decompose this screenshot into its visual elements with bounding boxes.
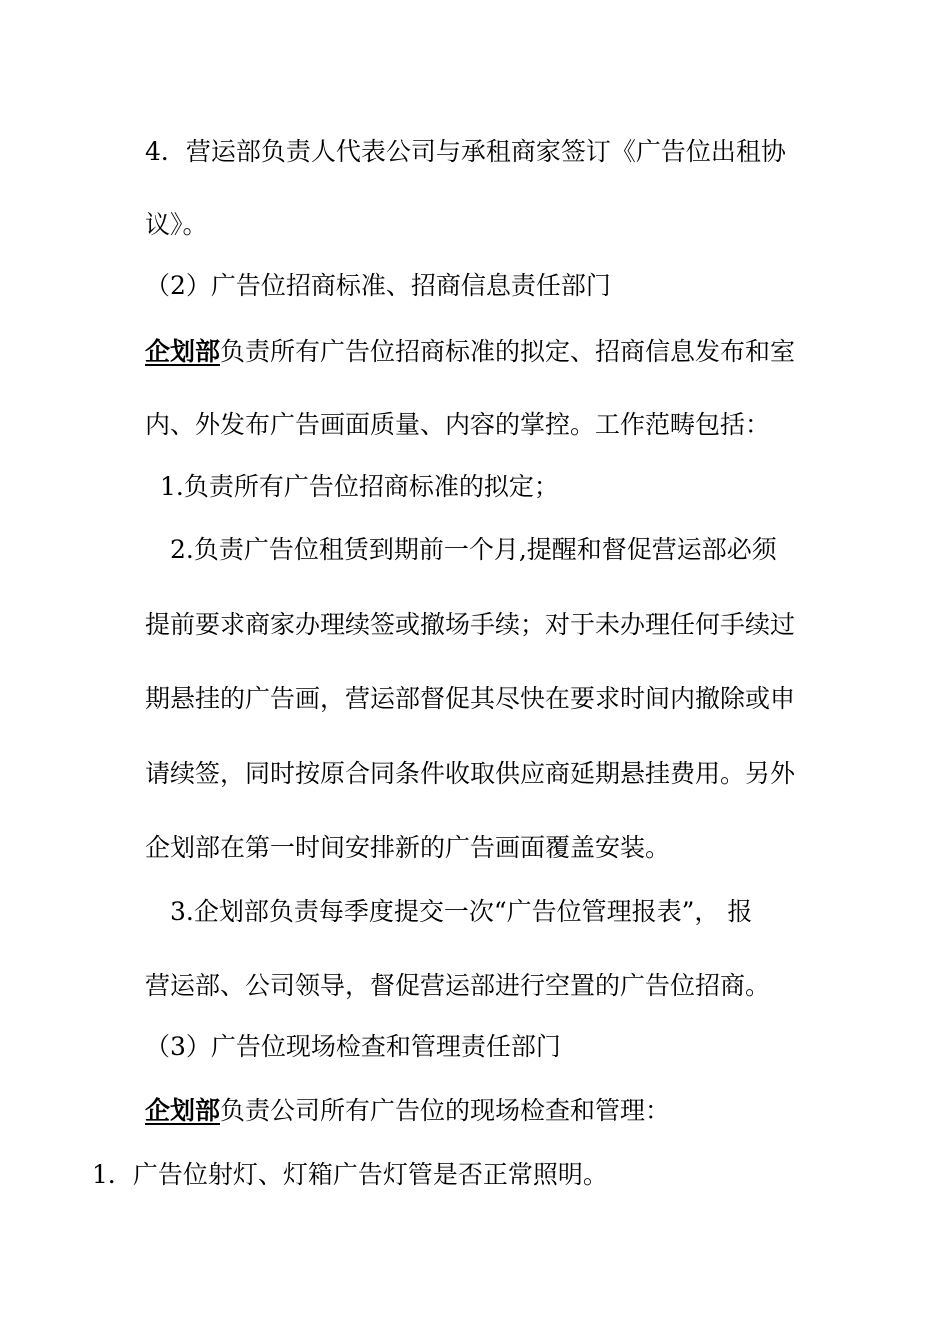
paragraph-line: 内、外发布广告画面质量、内容的掌控。工作范畴包括： xyxy=(145,410,771,439)
section-heading: （3）广告位现场检查和管理责任部门 xyxy=(145,1032,561,1061)
paragraph-text: 负责所有广告位招商标准的拟定、招商信息发布和室 xyxy=(220,337,796,366)
list-item: 1．广告位射灯、灯箱广告灯管是否正常照明。 xyxy=(92,1160,608,1189)
paragraph-line: 企划部在第一时间安排新的广告画面覆盖安装。 xyxy=(145,833,671,862)
paragraph-line: 请续签，同时按原合同条件收取供应商延期悬挂费用。另外 xyxy=(145,759,796,788)
department-name: 企划部 xyxy=(145,1096,221,1125)
paragraph-text: 负责公司所有广告位的现场检查和管理： xyxy=(220,1096,671,1125)
paragraph-line: 期悬挂的广告画，营运部督促其尽快在要求时间内撤除或申 xyxy=(145,684,796,713)
paragraph-line: 4．营运部负责人代表公司与承租商家签订《广告位出租协 xyxy=(145,137,786,166)
paragraph-line: 提前要求商家办理续签或撤场手续；对于未办理任何手续过 xyxy=(145,610,796,639)
section-heading: （2）广告位招商标准、招商信息责任部门 xyxy=(145,271,611,300)
paragraph-line: 营运部、公司领导，督促营运部进行空置的广告位招商。 xyxy=(145,971,771,1000)
paragraph-line xyxy=(145,1095,670,1127)
paragraph-line: 议》。 xyxy=(145,210,208,239)
list-item: 2.负责广告位租赁到期前一个月,提醒和督促营运部必须 xyxy=(170,535,777,564)
department-name: 企划部 xyxy=(145,337,221,366)
paragraph-line xyxy=(145,336,795,368)
list-item: 1.负责所有广告位招商标准的拟定； xyxy=(160,472,559,501)
list-item: 3.企划部负责每季度提交一次“广告位管理报表”， 报 xyxy=(170,897,753,926)
